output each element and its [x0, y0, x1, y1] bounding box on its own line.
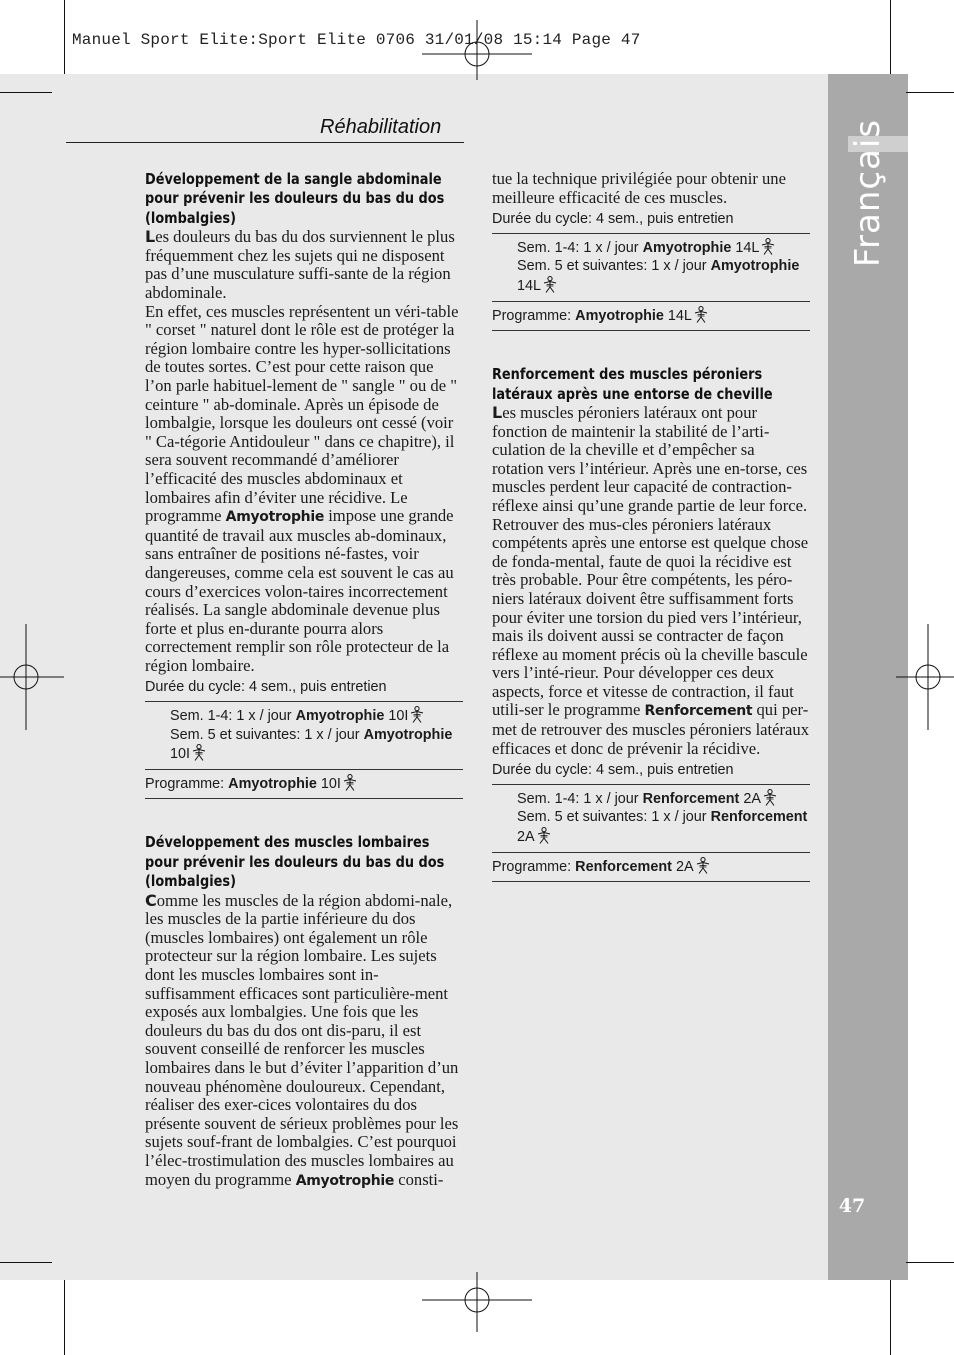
schedule-line [517, 257, 810, 295]
body-text: es douleurs du bas du dos surviennent le plus fréquemment chez les sujets qui ne disposent pas d’une musculature suffi-sante de la région abdominale. [145, 227, 455, 302]
schedule-prefix: Sem. 1-4: 1 x / jour [517, 790, 639, 807]
header-rule [66, 142, 464, 143]
body-pictogram-icon [694, 306, 708, 323]
schedule-prefix: Sem. 1-4: 1 x / jour [517, 239, 639, 256]
program-label: Programme: [492, 307, 572, 324]
program-name: Amyotrophie [295, 708, 385, 725]
body-pictogram-icon [537, 827, 551, 844]
body-text: En effet, ces muscles représentent un véri-table " corset " naturel dont le rôle est de protéger la région lombaire contre les hyper-sollicitations de toutes sortes. C’est pour cette raison que l’on parle habituel-lement de " sangle " ou de " ceinture " ab-dominale. Après un épisode de lombalgie, lorsque les douleurs ont cessé (voir " Ca-tégorie Antidouleur " dans ce chapitre), il sera souvent recommandé d’améliorer l’efficacité des muscles abdominaux et lombaires afin d’éviter une récidive. Le programme [145, 301, 459, 526]
section-gap [145, 799, 463, 833]
body-pictogram-icon [343, 774, 357, 791]
program-name: Renforcement [644, 703, 753, 720]
schedule-line [170, 706, 463, 726]
session-schedule [492, 234, 810, 302]
section-body [145, 303, 463, 676]
program-level: 14L [735, 239, 760, 256]
program-name: Amyotrophie [710, 258, 800, 275]
schedule-line [517, 789, 810, 809]
program-level: 2A [517, 829, 535, 846]
program-level: 14L [667, 307, 692, 324]
program-level: 10I [320, 775, 341, 792]
program-level: 2A [743, 790, 761, 807]
section-title: Développement de la sangle abdominale pour prévenir les douleurs du bas du dos (lombalgies) [145, 170, 445, 227]
section-heading: Réhabilitation [320, 116, 442, 138]
body-pictogram-icon [410, 706, 424, 723]
body-pictogram-icon [543, 276, 557, 293]
program-name: Amyotrophie [642, 239, 732, 256]
program-summary [492, 853, 810, 883]
section-body [145, 228, 463, 302]
schedule-prefix: Sem. 5 et suivantes: 1 x / jour [170, 726, 360, 743]
body-text: omme les muscles de la région abdomi-nale, les muscles de la partie inférieure du dos (muscles lombaires) ont également un rôle protecteur sur la région lombaire. Les sujets dont les muscles lombaires sont in-suffisamment efficaces sont particulière-ment exposés aux lombalgies. Une fois que les douleurs du bas du dos ont dis-paru, il est souvent conseillé de renforcer les muscles lombaires dans le but d’éviter l’apparition d’un nouveau phénomène douloureux. Cependant, réaliser des exer-cices volontaires du dos présente souvent de sérieux problèmes pour les sujets souf-frant de lombalgies. C’est pourquoi l’élec-trostimulation des muscles lombaires au moyen du programme [145, 890, 459, 1189]
program-summary [145, 770, 463, 800]
dropcap: L [145, 227, 156, 247]
crop-mark [906, 92, 954, 93]
program-name: Renforcement [575, 858, 672, 875]
program-name: Amyotrophie [363, 726, 453, 743]
crop-mark [64, 1280, 65, 1355]
section-gap [492, 331, 810, 365]
crop-mark [890, 0, 891, 74]
schedule-prefix: Sem. 1-4: 1 x / jour [170, 708, 292, 725]
cycle-duration: Durée du cycle: 4 sem., puis entretien [145, 678, 463, 702]
registration-mark-icon [896, 624, 954, 730]
body-text: impose une grande quantité de travail aux muscles ab-dominaux, sans entraîner de positions né-fastes, voir dangereuses, comme cela est souvent le cas au cours d’exercices volon-taires incorrectement réalisés. La sangle abdominale devenue plus forte et plus en-durante pourra alors correctement remplir son rôle protecteur de la région lombaire. [145, 506, 454, 675]
cycle-duration: Durée du cycle: 4 sem., puis entretien [492, 210, 810, 234]
program-name: Amyotrophie [225, 509, 325, 526]
cycle-duration: Durée du cycle: 4 sem., puis entretien [492, 761, 810, 785]
body-pictogram-icon [761, 238, 775, 255]
schedule-prefix: Sem. 5 et suivantes: 1 x / jour [517, 258, 707, 275]
schedule-line [517, 238, 810, 258]
crop-mark [64, 0, 65, 74]
body-text: qui per-met de retrouver des muscles péroniers latéraux efficaces et donc de prévenir la récidive. [492, 700, 809, 758]
body-text: consti- [398, 1169, 444, 1189]
session-schedule [145, 702, 463, 770]
program-name: Amyotrophie [575, 307, 664, 324]
program-level: 2A [675, 858, 694, 875]
section-body [145, 892, 463, 1191]
session-schedule [492, 785, 810, 853]
crop-mark [890, 1280, 891, 1355]
language-tab-label: Français [848, 118, 888, 268]
program-name: Renforcement [642, 790, 740, 807]
program-summary [492, 302, 810, 332]
registration-mark-icon [422, 20, 532, 80]
schedule-line [517, 808, 810, 846]
program-level: 10I [170, 746, 191, 763]
program-level: 10I [388, 708, 409, 725]
body-pictogram-icon [696, 857, 710, 874]
program-label: Programme: [492, 858, 572, 875]
schedule-line [170, 726, 463, 764]
schedule-prefix: Sem. 5 et suivantes: 1 x / jour [517, 809, 707, 826]
body-pictogram-icon [192, 744, 206, 761]
registration-mark-icon [422, 1272, 532, 1332]
dropcap: L [492, 402, 503, 422]
crop-mark [906, 1262, 954, 1263]
program-level: 14L [517, 277, 542, 294]
crop-mark [0, 92, 52, 93]
body-pictogram-icon [763, 789, 777, 806]
section-body [492, 404, 810, 758]
section-title: Développement des muscles lombaires pour prévenir les douleurs du bas du dos (lombalgies) [145, 833, 445, 891]
program-label: Programme: [145, 775, 225, 792]
body-text: es muscles péroniers latéraux ont pour fonction de maintenir la stabilité de l’arti-culation de la cheville et d’empêcher sa rotation vers l’intérieur. Après une en-torse, ces muscles perdent leur capacité de contraction-réflexe ainsi qu’une grande partie de leur force. Retrouver des mus-cles péroniers latéraux compétents après une entorse est quelque chose de fonda-mental, faute de quoi la récidive est très probable. Pour être compétents, les péro-niers latéraux doivent être suffisamment forts pour éviter une torsion du pied vers l’intérieur, mais ils doivent aussi se contracter de façon réflexe au moment précis où la cheville bascule vers l’inté-rieur. Pour développer ces deux aspects, force et vitesse de contraction, il faut utili-ser le programme [492, 402, 809, 720]
page-number: 47 [838, 1195, 866, 1217]
section-body-continuation: tue la technique privilégiée pour obtenir une meilleure efficacité de ces muscles. [492, 169, 786, 207]
crop-mark [0, 1262, 52, 1263]
right-column [492, 170, 810, 882]
program-name: Renforcement [710, 809, 808, 826]
print-slug: Manuel Sport Elite:Sport Elite 0706 31/01/08 15:14 Page 47 [72, 31, 641, 49]
left-column [145, 170, 463, 1190]
section-title: Renforcement des muscles péroniers latéraux après une entorse de cheville [492, 365, 773, 403]
dropcap: C [145, 890, 157, 910]
program-name: Amyotrophie [228, 775, 317, 792]
registration-mark-icon [0, 624, 64, 730]
program-name: Amyotrophie [295, 1172, 395, 1189]
